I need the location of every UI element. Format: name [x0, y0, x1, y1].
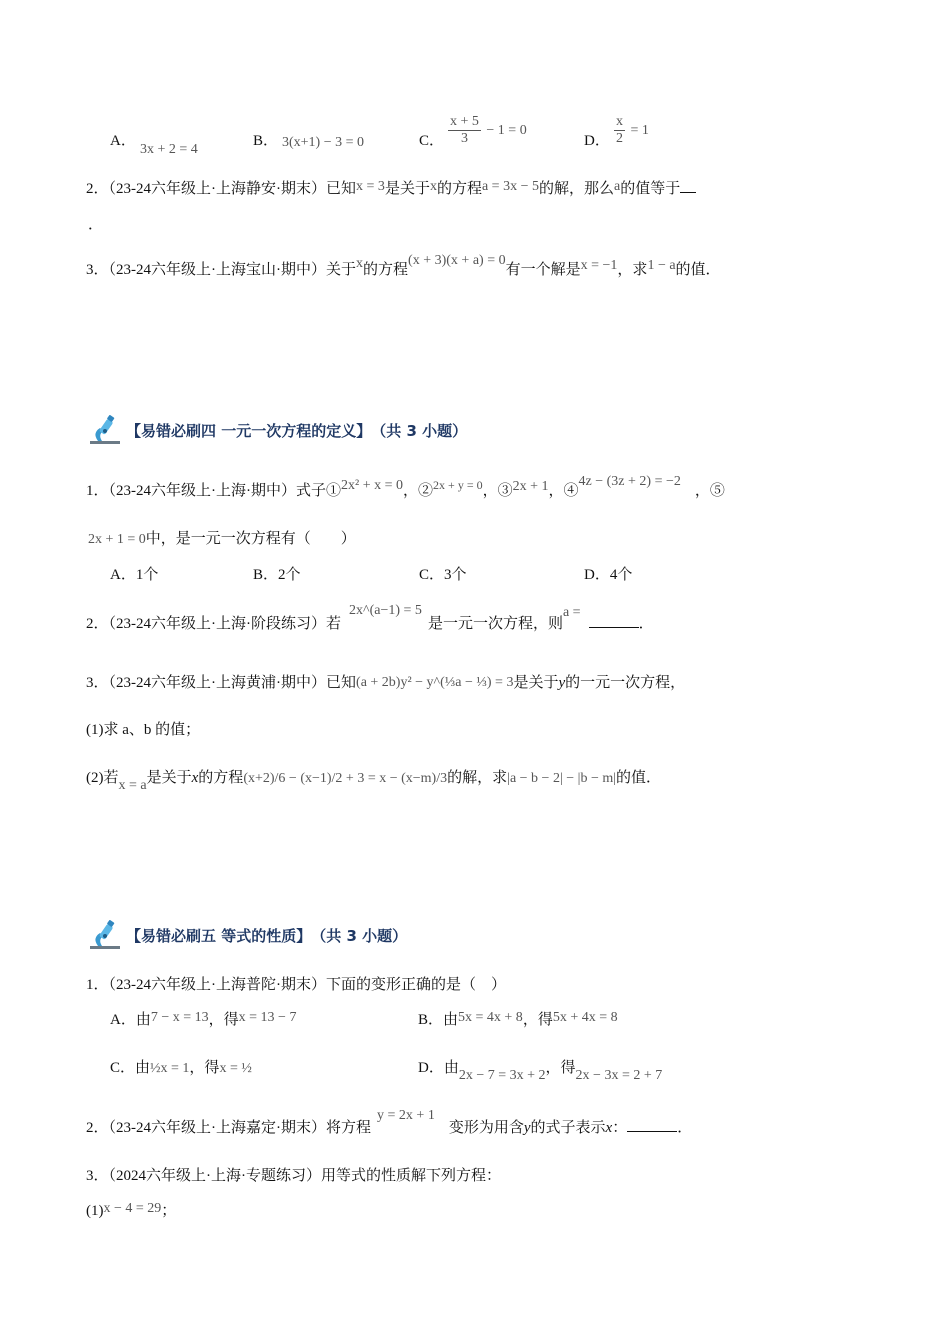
frac-num: x: [616, 114, 623, 129]
math: 4z − (3z + 2) = −2: [578, 474, 681, 489]
option-c-expr: [446, 114, 527, 147]
math: y = 2x + 1: [377, 1108, 435, 1123]
text: 是关于: [513, 675, 559, 691]
s5-question-2: [86, 1108, 693, 1139]
s4-question-2: [86, 603, 654, 635]
text: (2)若: [86, 770, 119, 786]
text: 式子①: [296, 483, 342, 499]
expr-rest: − 1 = 0: [482, 123, 527, 139]
variable: y: [523, 1120, 531, 1136]
question-2-end: ．: [88, 217, 104, 233]
math: x: [429, 179, 437, 194]
variable: x: [191, 770, 199, 786]
option-a: [110, 131, 136, 151]
math: x = 3: [356, 179, 385, 194]
text: ：: [612, 1120, 628, 1136]
s5-question-1: [86, 975, 506, 995]
question-number: 1．: [86, 483, 109, 499]
text: ，②: [403, 483, 434, 499]
text: ；: [161, 1203, 177, 1219]
math: x = 13 − 7: [238, 1010, 297, 1025]
math: x: [356, 256, 364, 271]
math: 2x^(a−1) = 5: [349, 603, 422, 618]
math: x − 4 = 29: [103, 1201, 162, 1216]
answer-blank[interactable]: [680, 178, 696, 193]
text: 用等式的性质解下列方程：: [321, 1168, 502, 1184]
section-5-header: [88, 918, 407, 952]
math: (a + 2b)y² − y^(⅓a − ⅓) = 3: [356, 675, 514, 690]
text: 的值．: [616, 770, 662, 786]
s5-q1-option-a: [110, 1010, 296, 1031]
option-label: D．由: [418, 1060, 459, 1076]
text: 已知: [326, 675, 357, 691]
s4-q1-option-a: A．1个: [110, 567, 159, 583]
section-title: 【易错必刷四 一元一次方程的定义】: [126, 421, 372, 440]
question-source: （23-24六年级上·上海静安·期末）: [108, 181, 327, 197]
text: ．: [677, 1120, 693, 1136]
section-count: （共 3 小题）: [311, 926, 408, 945]
text: ，得: [208, 1012, 239, 1028]
frac-den: 2: [616, 131, 623, 146]
math: 7 − x = 13: [150, 1010, 209, 1025]
text: ，③: [482, 483, 513, 499]
s4-q1-option-c: C．3个: [419, 567, 467, 583]
text: 的解，求: [447, 770, 508, 786]
text: 有一个解是: [505, 262, 581, 278]
s5-q1-option-d: [418, 1058, 663, 1083]
text: 的方程: [363, 262, 409, 278]
option-d-expr: [612, 114, 649, 147]
math: 2x + y = 0: [433, 478, 483, 492]
text: 的值．: [675, 262, 721, 278]
math: a = 3x − 5: [481, 179, 539, 194]
option-a-expr: 3x + 2 = 4: [140, 142, 198, 157]
frac-num: x + 5: [450, 114, 479, 129]
s4-q1-option-b: B．2个: [253, 567, 301, 583]
text: 是关于: [146, 770, 192, 786]
text: 下面的变形正确的是（ ）: [326, 977, 507, 993]
option-b-expr: 3(x+1) − 3 = 0: [282, 135, 365, 150]
variable: x: [605, 1120, 613, 1136]
text: 若: [326, 616, 342, 632]
s5-question-3: [86, 1166, 501, 1186]
option-label: A．: [110, 133, 136, 149]
s4-q1-option-d: D．4个: [584, 567, 633, 583]
question-number: 2．: [86, 181, 109, 197]
option-d-label: D．: [584, 133, 610, 149]
math: x = ½: [219, 1061, 252, 1076]
text: ，⑤: [694, 483, 725, 499]
text: 是关于: [384, 181, 430, 197]
math: 5x + 4x = 8: [552, 1010, 618, 1025]
option-label: B．由: [418, 1012, 459, 1028]
part-label: (1): [86, 1203, 104, 1219]
text: ，得: [189, 1060, 220, 1076]
option-label: A．由: [110, 1012, 151, 1028]
s4-question-1: [86, 474, 725, 502]
question-source: （23-24六年级上·上海普陀·期末）: [108, 977, 327, 993]
s4-q3-part1: (1)求 a、b 的值；: [86, 722, 201, 738]
math: ½x = 1: [150, 1061, 190, 1076]
math: 5x = 4x + 8: [458, 1010, 523, 1025]
text: ，求: [617, 262, 648, 278]
s5-q1-option-c: [110, 1058, 252, 1079]
math: |a − b − 2| − |b − m|: [507, 771, 617, 786]
text: 的一元一次方程，: [565, 675, 686, 691]
question-number: 2．: [86, 1120, 109, 1136]
question-number: 3．: [86, 1168, 109, 1184]
math: a =: [562, 605, 581, 620]
math: x = a: [118, 778, 147, 793]
math: 2x − 3x = 2 + 7: [575, 1068, 663, 1083]
text: 的式子表示: [530, 1120, 606, 1136]
text: 的方程: [436, 181, 482, 197]
question-number: 3．: [86, 675, 109, 691]
option-c-label: C．: [419, 133, 445, 149]
math: 1 − a: [647, 258, 676, 273]
question-2: [86, 178, 696, 200]
s4-question-1-cont: [88, 529, 356, 550]
math: a: [614, 179, 621, 194]
math: 2x − 7 = 3x + 2: [458, 1068, 546, 1083]
question-source: （23-24六年级上·上海·阶段练习）: [108, 616, 327, 632]
text: 将方程: [326, 1120, 372, 1136]
section-4-header: [88, 413, 467, 447]
microscope-icon: [88, 415, 122, 445]
answer-blank[interactable]: [627, 1117, 677, 1132]
text: 已知: [326, 181, 357, 197]
section-title: 【易错必刷五 等式的性质】: [126, 926, 312, 945]
option-b-label: B．: [253, 133, 279, 149]
question-source: （23-24六年级上·上海黄浦·期中）: [108, 675, 327, 691]
question-number: 2．: [86, 616, 109, 632]
question-3: [86, 253, 721, 281]
frac-den: 3: [460, 131, 468, 146]
variable: y: [558, 675, 566, 691]
math: (x+2)/6 − (x−1)/2 + 3 = x − (x−m)/3: [243, 771, 448, 786]
text: 变形为用含: [448, 1120, 524, 1136]
math: 2x + 1 = 0: [88, 532, 146, 547]
text: 是一元一次方程，则: [427, 616, 563, 632]
s5-q1-option-b: [418, 1010, 618, 1031]
math: (x + 3)(x + a) = 0: [408, 253, 506, 268]
text: 的值等于: [620, 181, 681, 197]
s5-q3-part1: [86, 1201, 176, 1222]
question-number: 1．: [86, 977, 109, 993]
text: 中，是一元一次方程有（ ）: [145, 531, 356, 547]
section-count: （共 3 小题）: [371, 421, 468, 440]
question-source: （23-24六年级上·上海·期中）: [108, 483, 297, 499]
text: 的方程: [198, 770, 244, 786]
math: 2x² + x = 0: [341, 478, 404, 493]
expr-rest: = 1: [627, 123, 649, 139]
text: ，④: [548, 483, 579, 499]
math: 2x + 1: [512, 479, 549, 494]
question-source: （23-24六年级上·上海宝山·期中）: [108, 262, 327, 278]
text: ．: [638, 616, 654, 632]
answer-blank[interactable]: [589, 613, 639, 628]
microscope-icon: [88, 920, 122, 950]
question-number: 3．: [86, 262, 109, 278]
text: 关于: [326, 262, 357, 278]
text: ，得: [522, 1012, 553, 1028]
question-source: （2024六年级上·上海·专题练习）: [108, 1168, 322, 1184]
s4-question-3: [86, 673, 685, 694]
math: x = −1: [580, 258, 618, 273]
option-label: C．由: [110, 1060, 151, 1076]
s4-q3-part2: [86, 768, 662, 793]
text: 的解，那么: [538, 181, 614, 197]
text: ，得: [545, 1060, 576, 1076]
question-source: （23-24六年级上·上海嘉定·期末）: [108, 1120, 327, 1136]
